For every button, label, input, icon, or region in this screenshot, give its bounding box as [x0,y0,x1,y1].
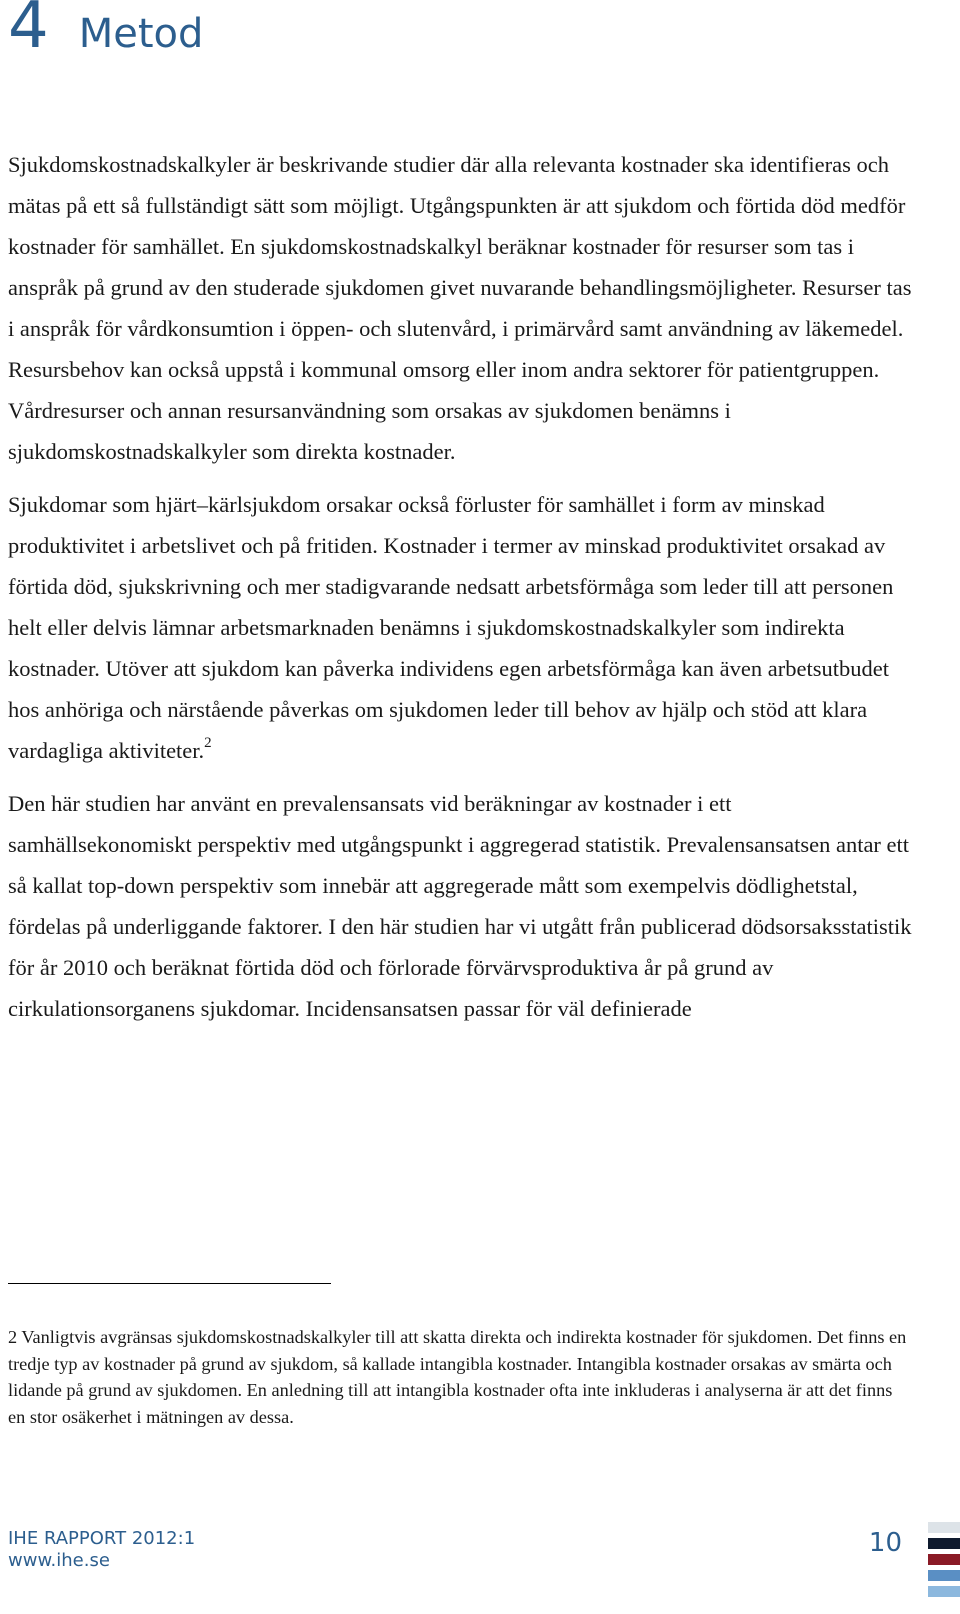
color-bar [928,1522,960,1533]
page-number: 10 [868,1528,902,1558]
chapter-heading [8,0,204,63]
color-bar [928,1586,960,1597]
footnote-divider [8,1283,331,1284]
footnote-reference[interactable]: 2 [204,735,212,751]
color-bar [928,1538,960,1549]
chapter-number: 4 [8,0,49,63]
website-link[interactable]: www.ihe.se [8,1550,110,1571]
paragraph-2-text: Sjukdomar som hjärt–kärlsjukdom orsakar också förluster för samhället i form av minskad produktivitet i arbetslivet och på fritiden. Kostnader i termer av minskad produktivitet orsakad av förtida död, sjukskrivning och mer stadigvarande nedsatt arbetsförmåga som leder till att personen helt eller delvis lämnar arbetsmarknaden benämns i sjukdomskostnadskalkyler som indirekta kostnader. Utöver att sjukdom kan påverka individens egen arbetsförmåga kan även arbetsutbudet hos anhöriga och närstående påverkas om sjukdomen leder till behov av hjälp och stöd att klara vardagliga aktiviteter. [8,492,894,763]
body-text [8,144,913,1041]
chapter-title: Metod [78,11,204,57]
color-bars-decoration [928,1522,960,1602]
paragraph-2 [8,484,913,771]
color-bar [928,1570,960,1581]
footer-info [8,1528,195,1572]
paragraph-3: Den här studien har använt en prevalensansats vid beräkningar av kostnader i ett samhällsekonomiskt perspektiv med utgångspunkt i aggregerad statistik. Prevalensansatsen antar ett så kallat top-down perspektiv som innebär att aggregerade mått som exempelvis dödlighetstal, fördelas på underliggande faktorer. I den här studien har vi utgått från publicerad dödsorsaksstatistik för år 2010 och beräknat förtida död och förlorade förvärvsproduktiva år på grund av cirkulationsorganens sjukdomar. Incidensansatsen passar för väl definierade [8,791,912,1021]
footnote-text: 2 Vanligtvis avgränsas sjukdomskostnadskalkyler till att skatta direkta och indirekta kostnader för sjukdomen. Det finns en tredje typ av kostnader på grund av sjukdom, så kallade intangibla kostnader. Intangibla kostnader orsakas av smärta och lidande på grund av sjukdomen. En anledning till att intangibla kostnader ofta inte inkluderas i analyserna är att det finns en stor osäkerhet i mätningen av dessa. [8,1327,907,1427]
report-label: IHE RAPPORT 2012:1 [8,1528,196,1549]
paragraph-1: Sjukdomskostnadskalkyler är beskrivande studier där alla relevanta kostnader ska identifieras och mätas på ett så fullständigt sätt som möjligt. Utgångspunkten är att sjukdom och förtida död medför kostnader för samhället. En sjukdomskostnadskalkyl beräknar kostnader för resurser som tas i anspråk på grund av den studerade sjukdomen givet nuvarande behandlingsmöjligheter. Resurser tas i anspråk för vårdkonsumtion i öppen- och slutenvård, i primärvård samt användning av läkemedel. Resursbehov kan också uppstå i kommunal omsorg eller inom andra sektorer för patientgruppen. Vårdresurser och annan resursanvändning som orsakas av sjukdomen benämns i sjukdomskostnadskalkyler som direkta kostnader. [8,152,912,464]
color-bar [928,1554,960,1565]
